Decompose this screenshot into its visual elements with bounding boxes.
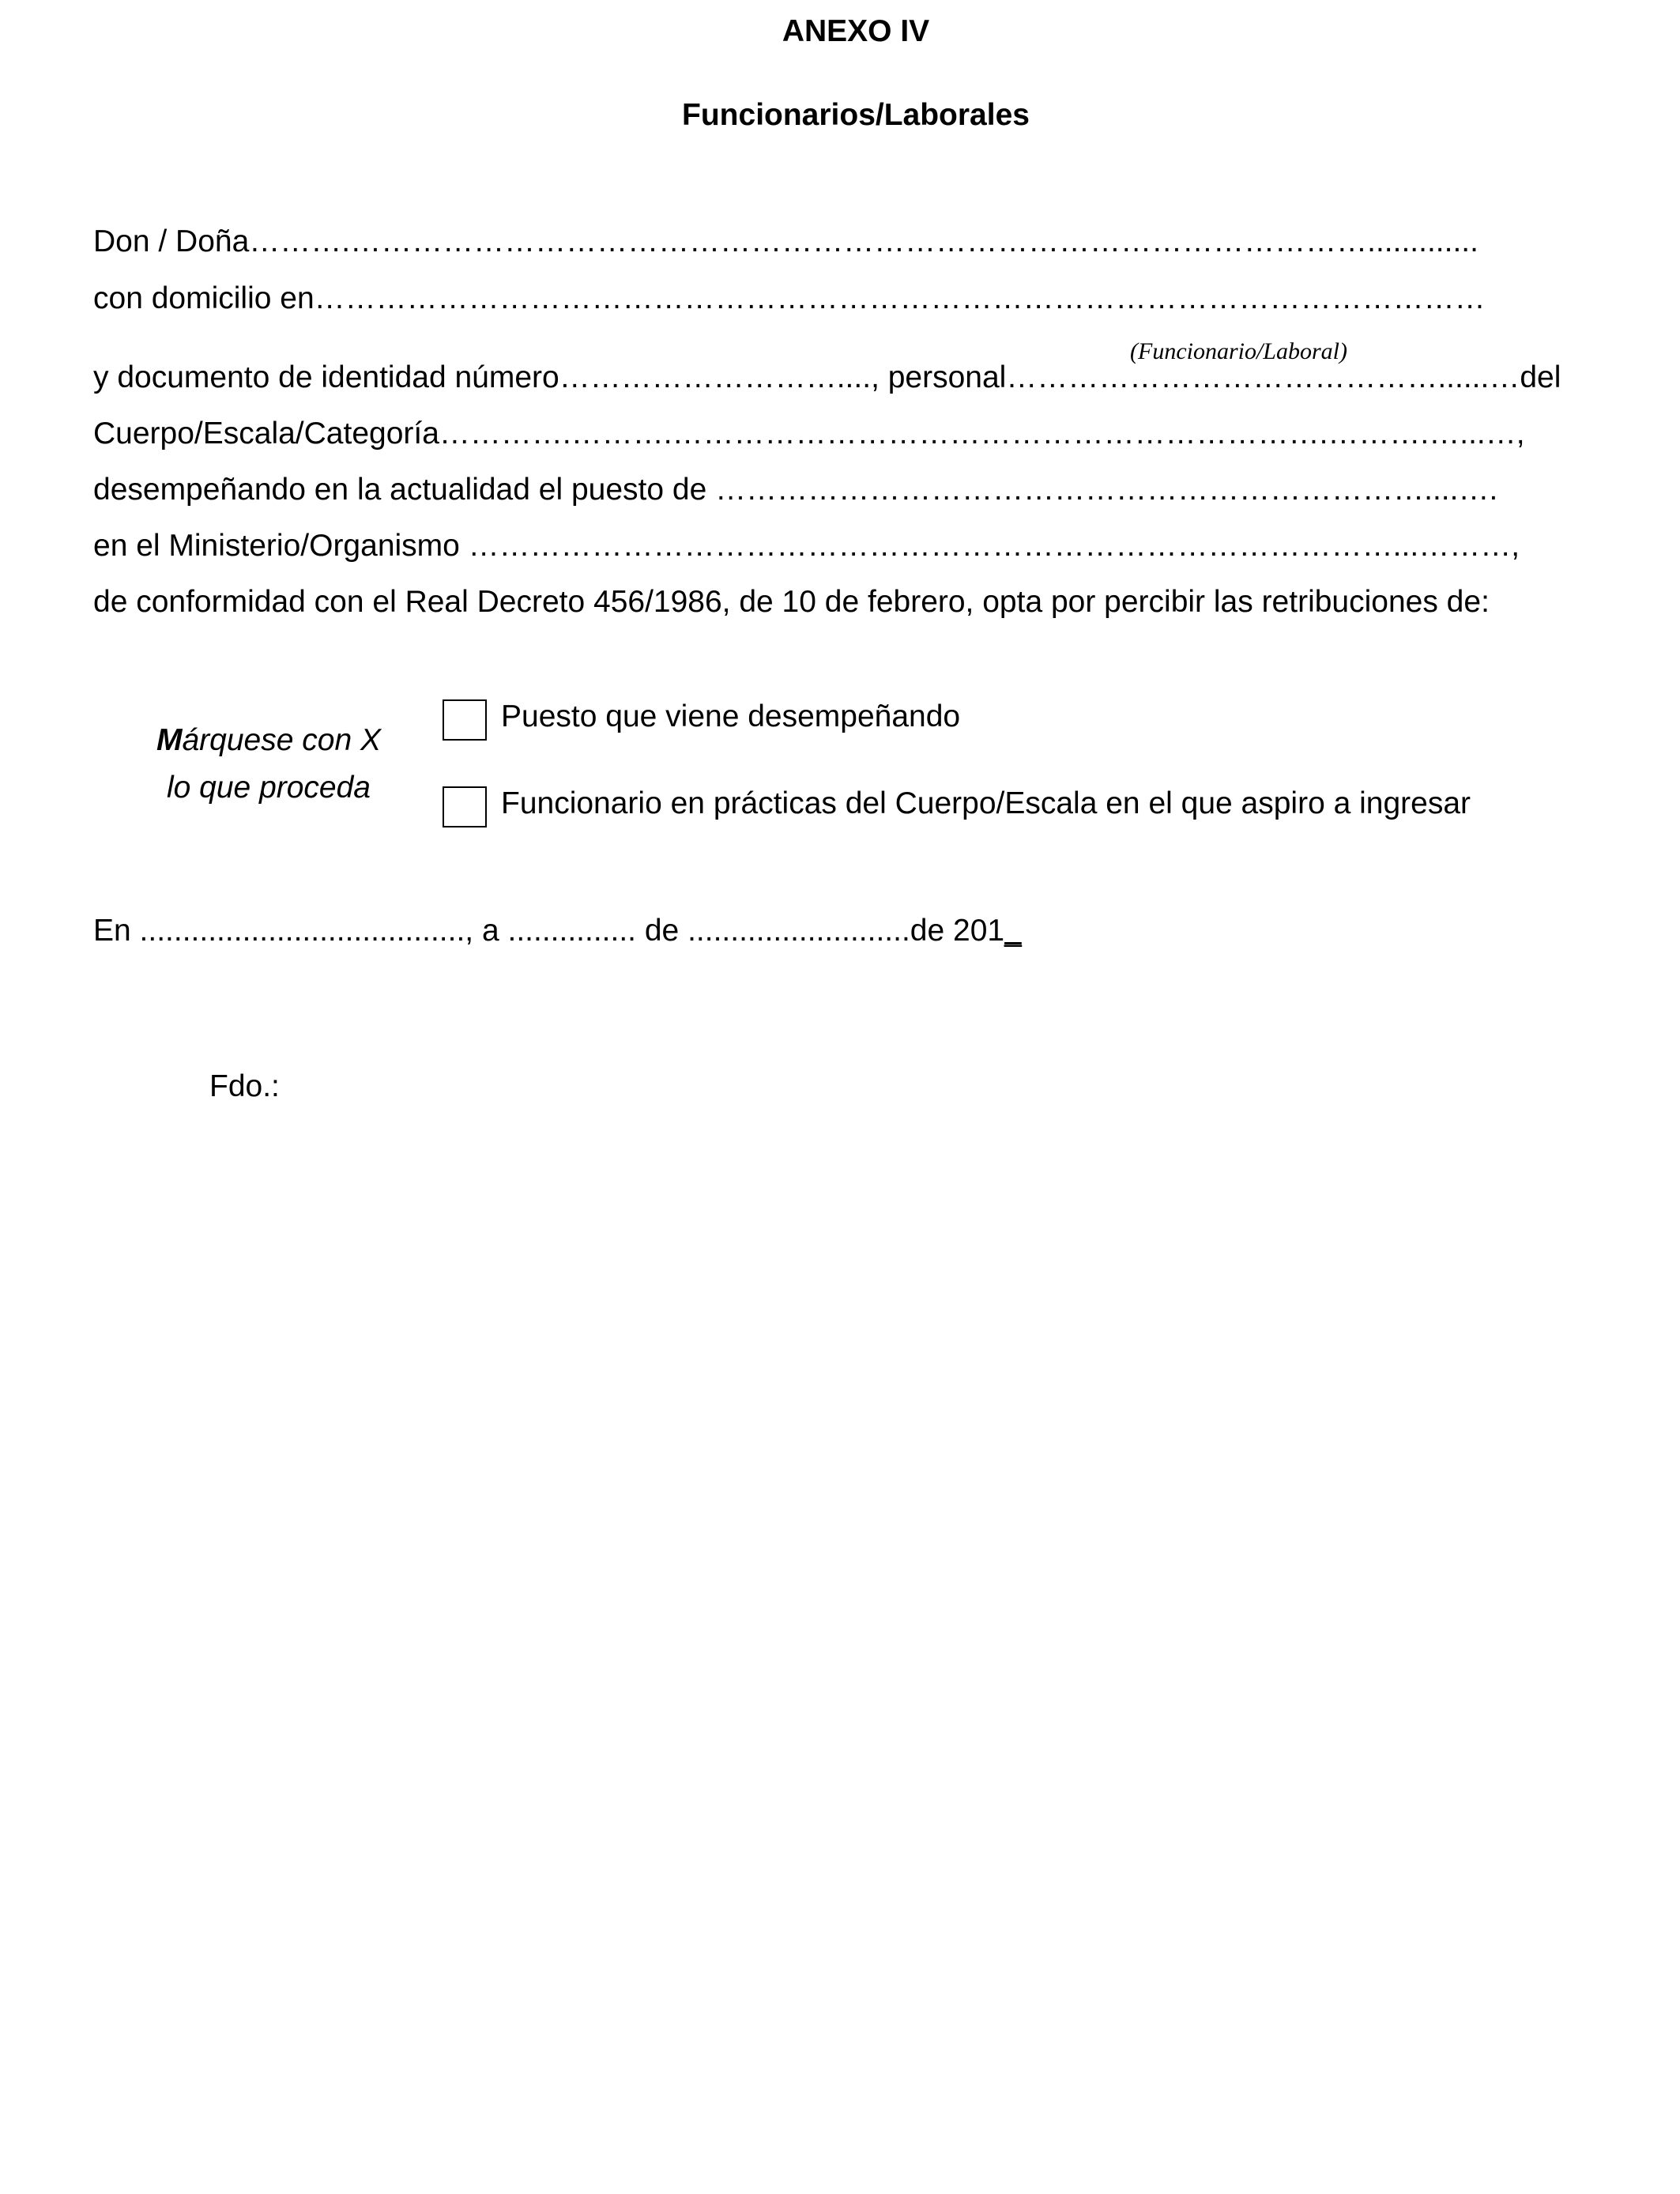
annex-title: ANEXO IV <box>782 14 930 48</box>
option-trainee-checkbox[interactable] <box>443 786 487 827</box>
mark-instruction-line2: lo que proceda <box>166 771 371 805</box>
ministry-line: en el Ministerio/Organismo ………………………………………………………………………………...………, <box>93 529 1520 563</box>
mark-instruction-rest: árquese con X <box>182 723 381 757</box>
current-post-line: desempeñando en la actualidad el puesto de ……………………………………………………………....…. <box>93 473 1498 507</box>
signature-label: Fdo.: <box>209 1069 280 1103</box>
personal-type-note: (Funcionario/Laboral) <box>1130 338 1347 364</box>
corps-line: Cuerpo/Escala/Categoría………….……….……………………………………………………….……….…...…, <box>93 417 1525 450</box>
mark-instruction <box>95 723 443 758</box>
address-line: con domicilio en…………………………………………………………………………………………………… <box>93 281 1486 315</box>
id-document-line: y documento de identidad número………………………...., personal……………………………………......…del <box>93 360 1561 394</box>
date-line-text: En ......................................, a ............... de ..........................de 201 <box>93 914 1005 948</box>
year-blank: _ <box>1004 914 1022 948</box>
mark-instruction-initial: M <box>156 723 183 757</box>
option-trainee-label: Funcionario en prácticas del Cuerpo/Escala en el que aspiro a ingresar <box>501 786 1471 820</box>
option-current-post-checkbox[interactable] <box>443 699 487 741</box>
option-current-post-label: Puesto que viene desempeñando <box>501 699 961 733</box>
decree-line: de conformidad con el Real Decreto 456/1986, de 10 de febrero, opta por percibir las retribuciones de: <box>93 585 1490 619</box>
annex-subtitle: Funcionarios/Laborales <box>682 98 1030 132</box>
name-line: Don / Doña……….………………………………………………………………………………………............. <box>93 224 1478 258</box>
date-line <box>93 914 1022 948</box>
